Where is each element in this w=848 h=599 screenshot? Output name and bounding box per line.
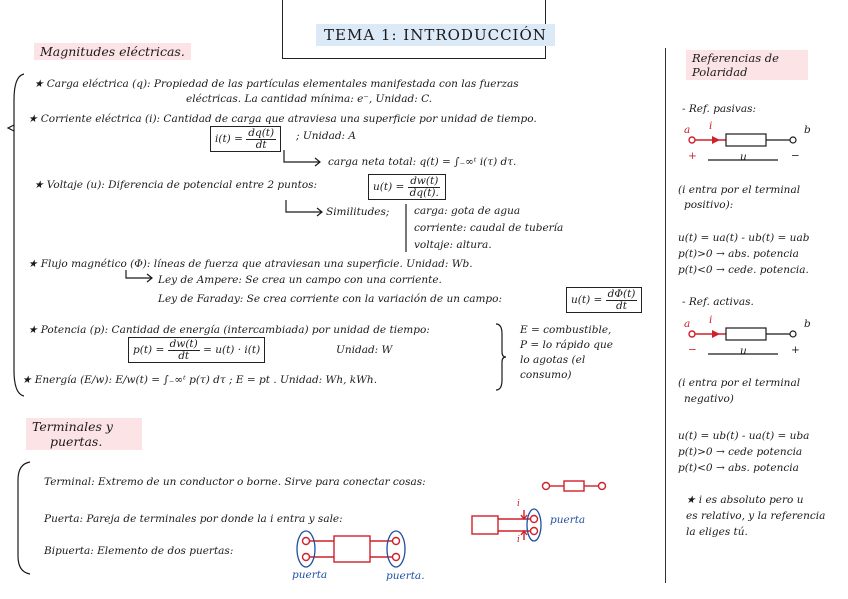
carga-neta: carga neta total: q(t) = ∫₋∞ᵗ i(τ) dτ. (328, 156, 517, 168)
ref-pasivas-i: i (709, 120, 713, 132)
voltaje-formula-box (368, 174, 446, 200)
ref-pasivas-eq: u(t) = ua(t) - ub(t) = uab (678, 232, 810, 244)
potencia-formula-box (128, 337, 265, 363)
voltaje-line1: ★ Voltaje (u): Diferencia de potencial entre 2 puntos: (34, 179, 318, 191)
arrow-carga-neta (280, 150, 330, 170)
potencia-line1: ★ Potencia (p): Cantidad de energía (intercambiada) por unidad de tiempo: (28, 324, 430, 336)
ref-activas-eq: u(t) = ub(t) - ua(t) = uba (678, 430, 810, 442)
referencias-heading-1: Referencias de (692, 51, 779, 65)
bracket-magnitudes (0, 0, 30, 400)
ley-ampere: Ley de Ampere: Se crea un campo con una corriente. (158, 274, 442, 286)
similitudes-label: Similitudes; (326, 206, 390, 218)
section-heading-terminales (26, 418, 142, 450)
corriente-line1: ★ Corriente eléctrica (i): Cantidad de carga que atraviesa una superficie por unidad de tiempo. (28, 113, 537, 125)
puerta-diagram (466, 500, 556, 548)
ref-activas-i: i (709, 314, 713, 326)
bipuerta-label-left: puerta (292, 569, 328, 581)
carga-line2: eléctricas. La cantidad mínima: e⁻, Unidad: C. (186, 93, 433, 105)
puerta-definition: Puerta: Pareja de terminales por donde la i entra y sale: (44, 513, 343, 525)
potencia-num: dw(t) (169, 338, 198, 350)
ref-activas-note1: (i entra por el terminal (678, 377, 801, 389)
ref-activas-a: a (684, 318, 691, 330)
voltaje-fraction (408, 176, 441, 198)
terminal-definition: Terminal: Extremo de un conductor o borne. Sirve para conectar cosas: (44, 476, 426, 488)
ley-faraday: Ley de Faraday: Se crea corriente con la variación de un campo: (158, 293, 502, 305)
nota-final-l3: la eliges tú. (686, 526, 748, 538)
ref-activas-plus: + (791, 344, 800, 356)
potencia-formula-lhs: p(t) = (133, 344, 165, 356)
potencia-den: dt (178, 349, 190, 362)
corriente-num: dq(t) (248, 127, 275, 139)
ref-pasivas-b: b (804, 124, 811, 136)
ref-activas-minus: − (688, 344, 697, 356)
ref-pasivas-note1: (i entra por el terminal (678, 184, 801, 196)
corriente-den: dt (255, 138, 267, 151)
nota-final-l1: ★ i es absoluto pero u (686, 494, 804, 506)
ref-activas-note2: negativo) (684, 393, 734, 405)
ref-pasivas-p-neg: p(t)<0 → cede. potencia. (678, 264, 809, 276)
potencia-fraction (168, 339, 200, 361)
terminal-diagram (540, 478, 620, 494)
similitud-voltaje: voltaje: altura. (414, 239, 492, 251)
ref-activas-u: u (740, 345, 747, 357)
ref-pasivas-note2: positivo): (684, 199, 734, 211)
analogia-l3: lo agotas (el (520, 354, 586, 366)
corriente-formula-lhs: i(t) = (215, 133, 243, 145)
carga-line1: ★ Carga eléctrica (q): Propiedad de las partículas elementales manifestada con las fuerzas (34, 78, 519, 90)
similitud-corriente: corriente: caudal de tubería (414, 222, 564, 234)
ref-activas-b: b (804, 318, 811, 330)
puerta-i-bottom: i (517, 535, 520, 545)
faraday-den: dt (616, 299, 627, 312)
ref-pasivas-title: - Ref. pasivas: (682, 103, 757, 115)
terminales-heading-1: Terminales y (32, 419, 113, 434)
voltaje-den: dq(t). (409, 186, 439, 199)
bipuerta-diagram (288, 528, 418, 574)
analogia-brace (494, 322, 508, 392)
puerta-label: puerta (550, 514, 586, 526)
bipuerta-definition: Bipuerta: Elemento de dos puertas: (44, 545, 234, 557)
ref-activas-p-pos: p(t)>0 → cede potencia (678, 446, 803, 458)
voltaje-num: dw(t) (410, 175, 439, 187)
analogia-l4: consumo) (520, 369, 572, 381)
nota-final-l2: es relativo, y la referencia (686, 510, 826, 522)
ref-pasivas-a: a (684, 124, 691, 136)
faraday-fraction (606, 289, 638, 311)
section-heading-magnitudes: Magnitudes eléctricas. (34, 43, 191, 60)
flujo-line1: ★ Flujo magnético (Φ): líneas de fuerza que atraviesan una superficie. Unidad: Wb. (28, 258, 473, 270)
ref-pasivas-minus: − (791, 150, 800, 162)
corriente-fraction (246, 128, 276, 150)
corriente-unit: ; Unidad: A (296, 130, 357, 142)
page-title: TEMA 1: INTRODUCCIÓN (316, 24, 555, 46)
ref-pasivas-u: u (740, 151, 747, 163)
ref-pasivas-plus: + (688, 150, 697, 162)
potencia-formula-rhs: = u(t) · i(t) (203, 344, 261, 356)
section-heading-referencias (686, 50, 808, 80)
ref-pasivas-p-pos: p(t)>0 → abs. potencia (678, 248, 799, 260)
referencias-heading-2: Polaridad (692, 65, 748, 79)
puerta-i-top: i (517, 499, 520, 509)
faraday-formula-box (566, 287, 642, 313)
analogia-l2: P = lo rápido que (520, 339, 613, 351)
column-divider (665, 48, 666, 583)
voltaje-formula-lhs: u(t) = (373, 181, 405, 193)
faraday-num: dΦ(t) (607, 288, 636, 300)
similitudes-bar (404, 204, 410, 254)
potencia-unit: Unidad: W (336, 344, 393, 356)
energia-line1: ★ Energía (E/w): E/w(t) = ∫₋∞ᵗ p(τ) dτ ; E = pt . Unidad: Wh, kWh. (22, 374, 378, 386)
bracket-terminales (0, 460, 30, 580)
ref-activas-p-neg: p(t)<0 → abs. potencia (678, 462, 799, 474)
analogia-l1: E = combustible, (520, 324, 612, 336)
bipuerta-label-right: puerta. (386, 570, 425, 582)
corriente-formula-box (210, 126, 281, 152)
similitud-carga: carga: gota de agua (414, 205, 521, 217)
terminales-heading-2: puertas. (50, 434, 103, 449)
faraday-formula-lhs: u(t) = (571, 294, 603, 306)
arrow-similitudes (282, 200, 332, 220)
ref-activas-title: - Ref. activas. (682, 296, 754, 308)
